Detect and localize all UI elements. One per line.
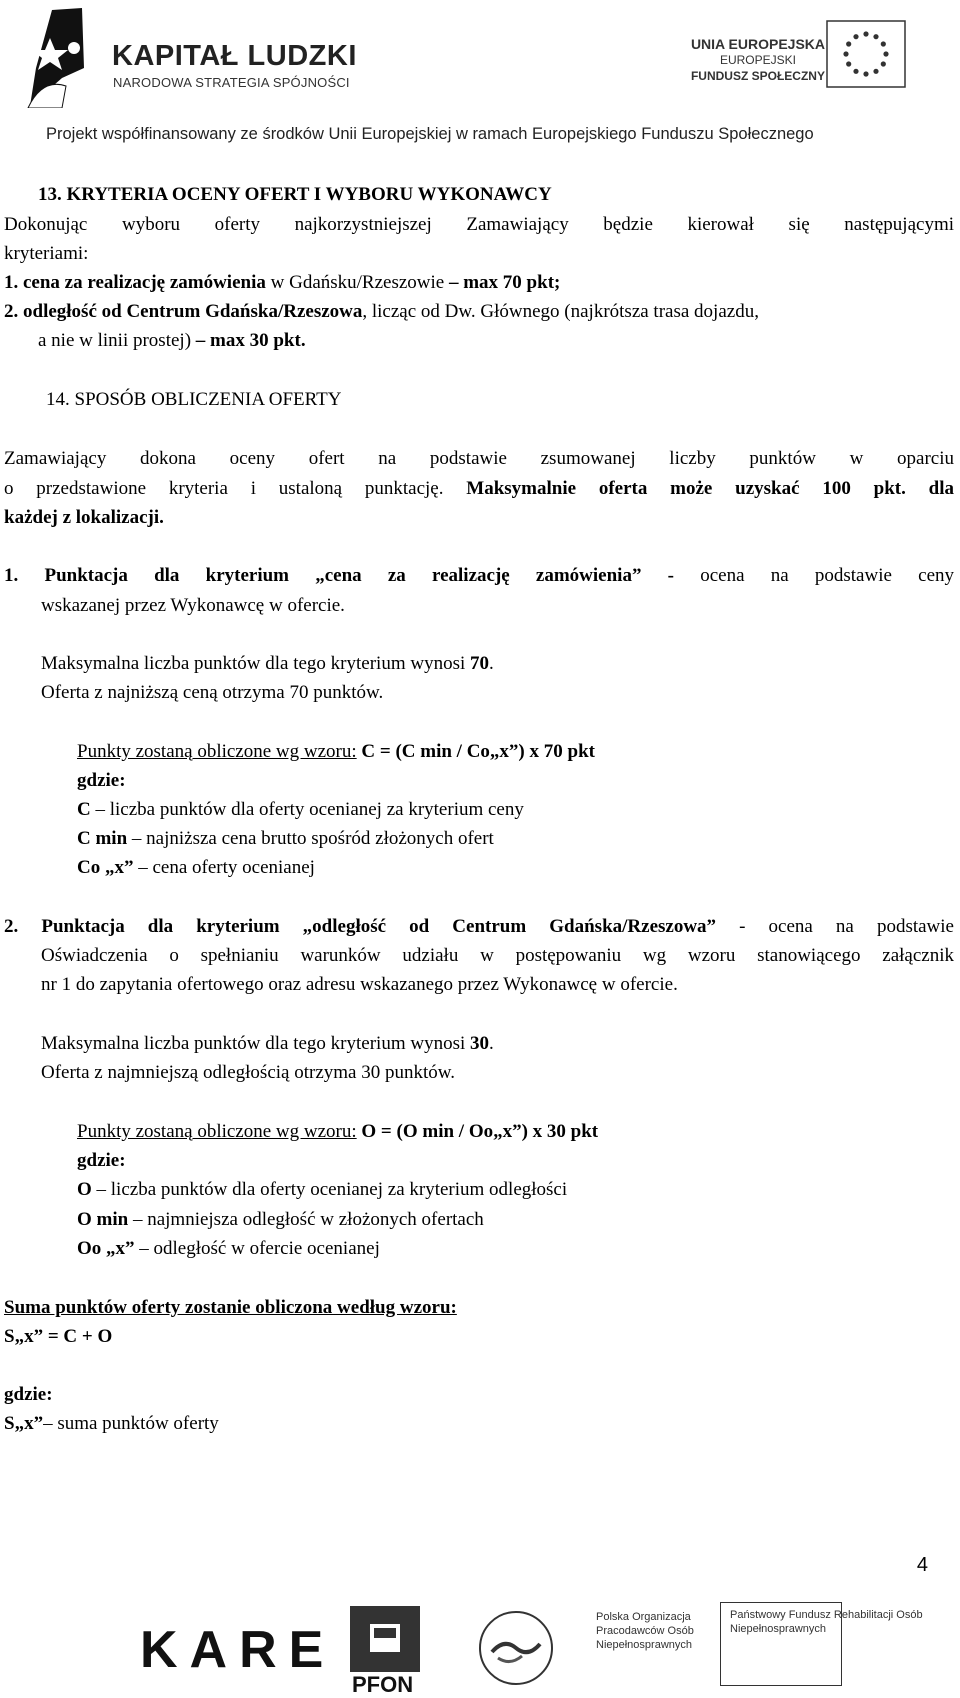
k2-max-text: Maksymalna liczba punktów dla tego kryterium wynosi <box>41 1033 470 1054</box>
k1-max <box>41 649 494 678</box>
kapital-ludzki-logo <box>22 8 92 108</box>
eu-flag-icon <box>826 20 906 88</box>
s14-para-line1: Zamawiający dokona oceny ofert na podstawie zsumowanej liczby punktów w oparciu <box>4 448 954 469</box>
criterion-2-max: – max 30 pkt. <box>195 330 306 351</box>
k2-max <box>41 1029 494 1058</box>
criterion-1-name: 1. cena za realizację zamówienia <box>4 272 266 293</box>
eu-star-icon <box>883 51 888 56</box>
eu-star-icon <box>846 41 851 46</box>
page-footer <box>0 1590 960 1698</box>
suma-def <box>4 1409 219 1438</box>
k1-def3-sym: Co „x” <box>77 857 134 878</box>
k1-max-end: . <box>489 653 494 674</box>
ue-line1: UNIA EUROPEJSKA <box>690 36 825 52</box>
k1-gdzie: gdzie: <box>77 770 126 791</box>
s14-para-l2-normal: o przedstawione kryteria i ustaloną punktację. <box>4 478 467 499</box>
s13-intro-line2: kryteriami: <box>4 243 89 264</box>
criterion-1-place: w Gdańsku/Rzeszowie <box>265 272 449 293</box>
k2-def2-sym: O min <box>77 1209 129 1230</box>
k2-max-end: . <box>489 1033 494 1054</box>
eu-star-icon <box>863 71 868 76</box>
k2-def2 <box>77 1205 484 1234</box>
section-14-heading: 14. SPOSÓB OBLICZENIA OFERTY <box>46 389 342 410</box>
k2-def1 <box>77 1175 567 1204</box>
k1-formula-expr: C = (C min / Co„x”) x 70 pkt <box>356 741 595 762</box>
popon-logo-icon <box>476 1608 556 1688</box>
criterion-2-line2 <box>38 326 306 355</box>
k2-def3 <box>77 1234 380 1263</box>
criterion-2-desc: , licząc od Dw. Głównego (najkrótsza trasa dojazdu, <box>362 301 759 322</box>
s14-para-line3: każdej z lokalizacji. <box>4 507 164 528</box>
k2-line3: nr 1 do zapytania ofertowego oraz adresu wskazanego przez Wykonawcę w ofercie. <box>41 974 678 995</box>
k1-def2-sym: C min <box>77 828 128 849</box>
k2-formula-label: Punkty zostaną obliczone wg wzoru: <box>77 1121 357 1142</box>
k2-gdzie: gdzie: <box>77 1150 126 1171</box>
page-header <box>0 0 960 150</box>
k1-formula-label: Punkty zostaną obliczone wg wzoru: <box>77 741 357 762</box>
suma-heading: Suma punktów oferty zostanie obliczona według wzoru: <box>4 1297 457 1318</box>
k2-lowest: Oferta z najmniejszą odległością otrzyma 30 punktów. <box>41 1062 455 1083</box>
criterion-2-name: 2. odległość od Centrum Gdańska/Rzeszowa <box>4 301 363 322</box>
s13-intro-line1: Dokonując wyboru oferty najkorzystniejszej Zamawiający będzie kierował się następującymi <box>4 214 954 235</box>
eu-star-icon <box>863 31 868 36</box>
k1-def1-text: – liczba punktów dla oferty ocenianej za kryterium ceny <box>90 799 524 820</box>
eu-star-icon <box>873 34 878 39</box>
k1-def2-text: – najniższa cena brutto spośród złożonych ofert <box>127 828 494 849</box>
k2-max-value: 30 <box>470 1033 489 1054</box>
k1-line2: wskazanej przez Wykonawcę w ofercie. <box>41 595 345 616</box>
criterion-2 <box>4 297 759 326</box>
pfon-label: PFON <box>352 1672 414 1697</box>
criterion-2-desc2: a nie w linii prostej) <box>38 330 196 351</box>
k2-line1 <box>4 912 954 941</box>
k1-title-desc: ocena na podstawie ceny <box>674 565 955 586</box>
section-13-heading: 13. KRYTERIA OCENY OFERT I WYBORU WYKONAWCY <box>38 184 552 205</box>
popon-text: Polska Organizacja Pracodawców Osób Niepełnosprawnych <box>596 1611 694 1651</box>
k1-lowest: Oferta z najniższą ceną otrzyma 70 punktów. <box>41 682 384 703</box>
k1-max-text: Maksymalna liczba punktów dla tego kryterium wynosi <box>41 653 470 674</box>
suma-def-sym: S„x” <box>4 1413 44 1434</box>
ue-line2: EUROPEJSKI <box>719 53 796 67</box>
k1-max-value: 70 <box>470 653 489 674</box>
criterion-1 <box>4 268 560 297</box>
k1-def3-text: – cena oferty ocenianej <box>133 857 315 878</box>
k2-line2: Oświadczenia o spełnianiu warunków udziału w postępowaniu wg wzoru stanowiącego załącznik <box>41 945 954 966</box>
eu-star-icon <box>881 41 886 46</box>
suma-def-text: – suma punktów oferty <box>43 1413 219 1434</box>
k1-def2 <box>77 824 494 853</box>
eu-star-icon <box>843 51 848 56</box>
k2-def1-text: – liczba punktów dla oferty ocenianej za kryterium odległości <box>91 1179 568 1200</box>
k2-title: 2. Punktacja dla kryterium „odległość od Centrum Gdańska/Rzeszowa” <box>4 916 717 937</box>
eu-star-icon <box>881 61 886 66</box>
k2-def3-sym: Oo „x” <box>77 1238 135 1259</box>
kare-logo: KARE <box>140 1621 336 1679</box>
project-cofinancing-line: Projekt współfinansowany ze środków Unii Europejskiej w ramach Europejskiego Funduszu Społecznego <box>46 125 814 143</box>
eu-star-icon <box>846 61 851 66</box>
k1-line1 <box>4 561 954 590</box>
ue-label <box>691 36 825 84</box>
k2-title-desc: - ocena na podstawie <box>716 916 954 937</box>
kl-title: KAPITAŁ LUDZKI <box>112 40 357 72</box>
eu-star-icon <box>853 34 858 39</box>
eu-star-icon <box>853 69 858 74</box>
pfron-text: Państwowy Fundusz Rehabilitacji Osób Niepełnosprawnych <box>730 1609 923 1635</box>
criterion-1-max: – max 70 pkt; <box>448 272 561 293</box>
k1-def1-sym: C <box>77 799 91 820</box>
s14-para-line2 <box>4 474 954 503</box>
k2-def2-text: – najmniejsza odległość w złożonych ofertach <box>128 1209 484 1230</box>
k1-formula <box>77 737 595 766</box>
k1-def3 <box>77 853 315 882</box>
ue-line3: FUNDUSZ SPOŁECZNY <box>690 69 825 83</box>
s14-para-l2-bold: Maksymalnie oferta może uzyskać 100 pkt. dla <box>466 478 954 499</box>
page-number: 4 <box>916 1554 928 1576</box>
kl-subtitle: NARODOWA STRATEGIA SPÓJNOŚCI <box>113 75 350 90</box>
k1-title: 1. Punktacja dla kryterium „cena za realizację zamówienia” - <box>4 565 675 586</box>
k2-def3-text: – odległość w ofercie ocenianej <box>134 1238 380 1259</box>
eu-star-icon <box>873 69 878 74</box>
k2-formula-expr: O = (O min / Oo„x”) x 30 pkt <box>356 1121 599 1142</box>
k2-formula <box>77 1117 598 1146</box>
k1-def1 <box>77 795 524 824</box>
suma-formula: S„x” = C + O <box>4 1326 113 1347</box>
k2-def1-sym: O <box>77 1179 92 1200</box>
suma-gdzie: gdzie: <box>4 1384 53 1405</box>
